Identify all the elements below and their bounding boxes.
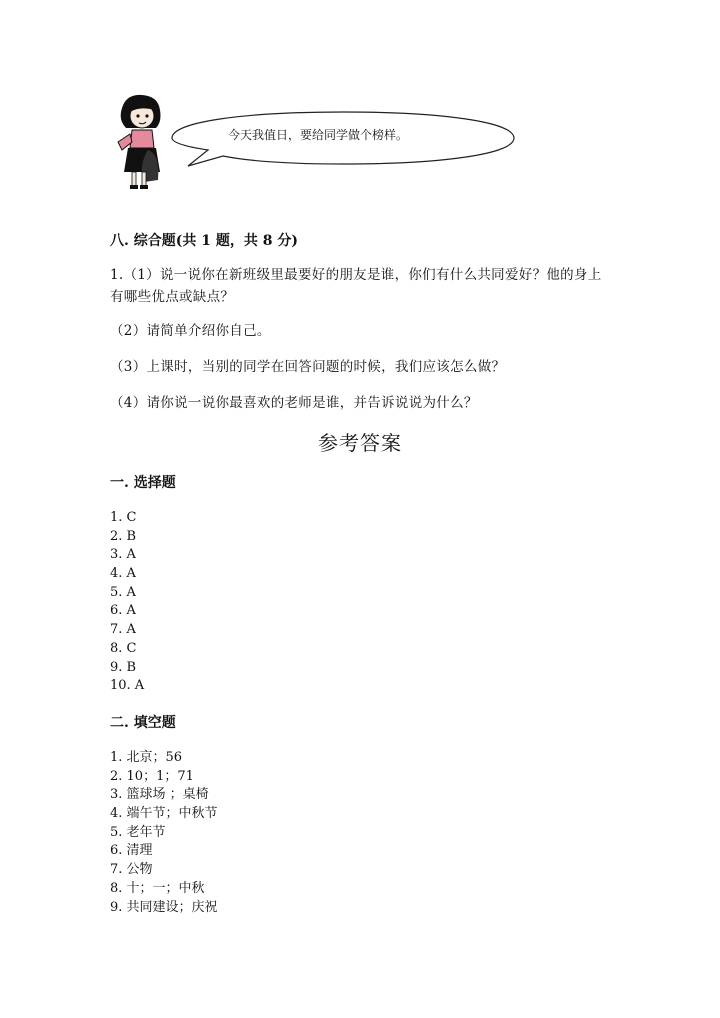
fill-answer-list (110, 749, 218, 917)
list-item: 5. A (110, 584, 136, 600)
question-1-part-4: （4）请你说一说你最喜欢的老师是谁，并告诉说说为什么？ (110, 395, 478, 411)
choice-section-heading: 一. 选择题 (110, 475, 176, 491)
fill-section-heading: 二. 填空题 (110, 715, 176, 731)
list-item: 8. C (110, 640, 137, 656)
list-item: 2. B (110, 528, 137, 544)
question-1-part-2: （2）请简单介绍你自己。 (110, 323, 271, 339)
choice-answer-list (110, 509, 144, 696)
list-item: 6. A (110, 603, 136, 619)
question-1-part-1: 1.（1）说一说你在新班级里最要好的朋友是谁，你们有什么共同爱好？他的身上有哪些优点或缺点？ (110, 267, 602, 305)
list-item: 5. 老年节 (110, 824, 166, 840)
list-item: 2. 10；1；71 (110, 768, 194, 784)
list-item: 10. A (110, 678, 145, 694)
list-item: 3. A (110, 547, 136, 563)
list-item: 7. A (110, 622, 136, 638)
list-item: 4. A (110, 566, 136, 582)
cartoon-girl-illustration (108, 92, 170, 192)
list-item: 1. C (110, 510, 137, 525)
list-item: 4. 端午节；中秋节 (110, 806, 218, 822)
list-item: 7. 公物 (110, 862, 153, 878)
list-item: 1. 北京；56 (110, 750, 183, 765)
section8-heading: 八. 综合题(共 1 题，共 8 分) (110, 233, 298, 249)
list-item: 9. 共同建设；庆祝 (110, 899, 218, 915)
list-item: 9. B (110, 659, 137, 675)
speech-bubble-text: 今天我值日，要给同学做个榜样。 (228, 128, 409, 142)
list-item: 6. 清理 (110, 843, 153, 859)
list-item: 3. 篮球场 ；桌椅 (110, 787, 209, 803)
answer-key-title: 参考答案 (318, 431, 402, 455)
question-1-part-3: （3）上课时，当别的同学在回答问题的时候，我们应该怎么做？ (110, 359, 506, 375)
list-item: 8. 十；一；中秋 (110, 880, 205, 896)
